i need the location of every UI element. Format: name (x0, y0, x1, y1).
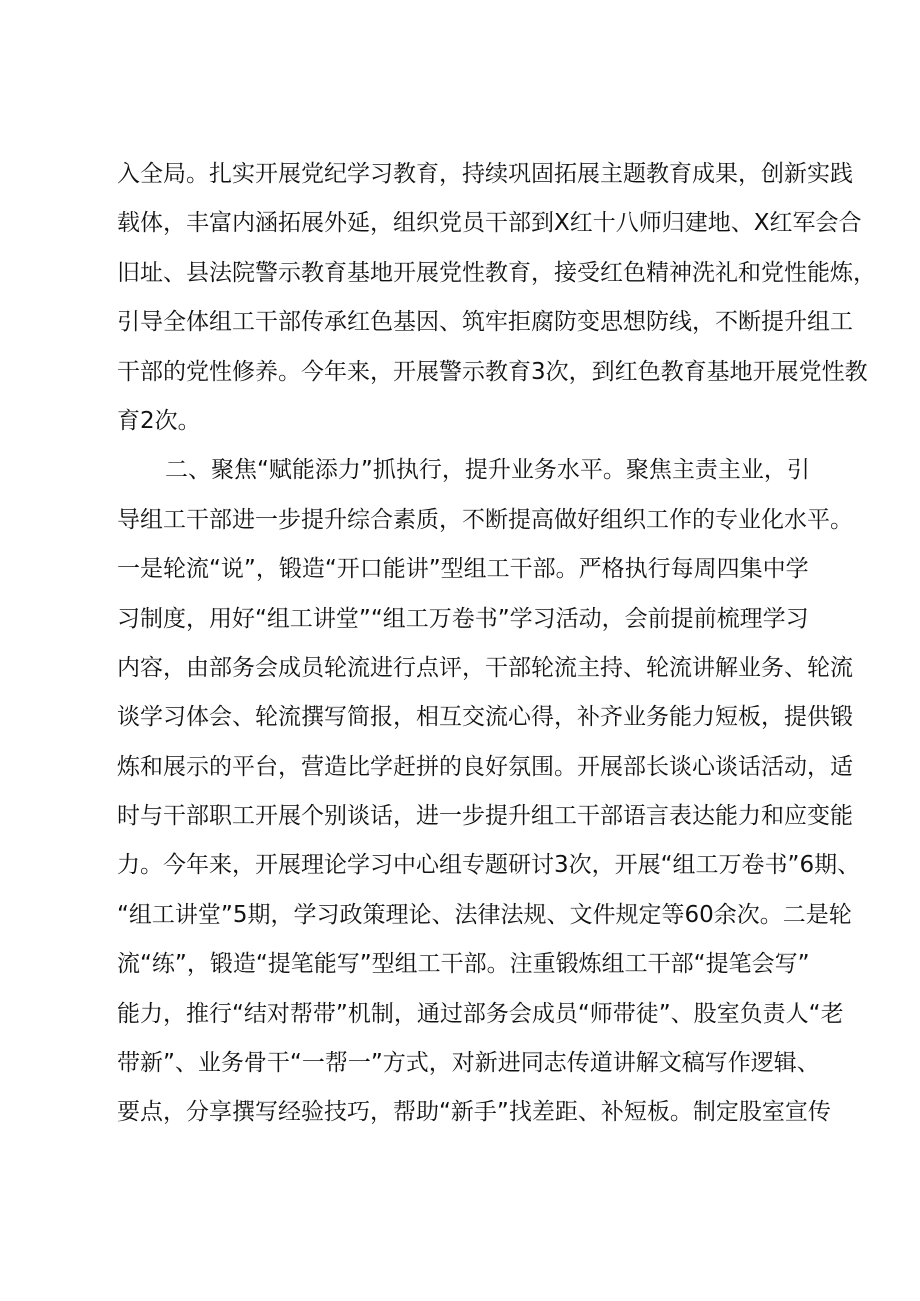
text-line: 炼和展示的平台，营造比学赶拼的良好氛围。开展部长谈心谈话活动，适 (117, 753, 853, 780)
paragraph-heading-line: 二、聚焦“赋能添力”抓执行，提升业务水平。聚焦主责主业，引 (165, 457, 810, 484)
text-line: 能力，推行“结对帮带”机制，通过部务会成员“师带徒”、股室负责人“老 (117, 1000, 844, 1027)
text-line: 力。今年来，开展理论学习中心组专题研讨3次，开展“组工万卷书”6期、 (117, 852, 861, 879)
text-line: 内容，由部务会成员轮流进行点评，干部轮流主持、轮流讲解业务、轮流 (117, 654, 853, 681)
text-line: 干部的党性修养。今年来，开展警示教育3次，到红色教育基地开展党性教 (117, 358, 868, 385)
text-line: 流“练”，锻造“提笔能写”型组工干部。注重锻炼组工干部“提笔会写” (117, 951, 810, 978)
text-line: 一是轮流“说”，锻造“开口能讲”型组工干部。严格执行每周四集中学 (117, 556, 809, 583)
text-line: 入全局。扎实开展党纪学习教育，持续巩固拓展主题教育成果，创新实践 (117, 161, 853, 187)
text-line: 时与干部职工开展个别谈话，进一步提升组工干部语言表达能力和应变能 (117, 803, 853, 830)
text-line: 旧址、县法院警示教育基地开展党性教育，接受红色精神洗礼和党性能炼， (117, 259, 876, 286)
text-line: 育2次。 (117, 407, 201, 434)
text-line: 带新”、业务骨干“一帮一”方式，对新进同志传道讲解文稿写作逻辑、 (117, 1050, 820, 1077)
text-line: 引导全体组工干部传承红色基因、筑牢拒腐防变思想防线，不断提升组工 (117, 309, 853, 336)
body-text (117, 150, 876, 1138)
text-line: 谈学习体会、轮流撰写简报，相互交流心得，补齐业务能力短板，提供锻 (117, 704, 853, 731)
text-line: 习制度，用好“组工讲堂”“组工万卷书”学习活动，会前提前梳理学习 (117, 605, 809, 632)
text-line: 导组工干部进一步提升综合素质，不断提高做好组织工作的专业化水平。 (117, 506, 853, 533)
text-line: 载体，丰富内涵拓展外延，组织党员干部到X红十八师归建地、X红军会合 (117, 210, 862, 237)
text-line: “组工讲堂”5期，学习政策理论、法律法规、文件规定等60余次。二是轮 (117, 901, 852, 928)
text-line: 要点，分享撰写经验技巧，帮助“新手”找差距、补短板。制定股室宣传 (117, 1099, 831, 1126)
